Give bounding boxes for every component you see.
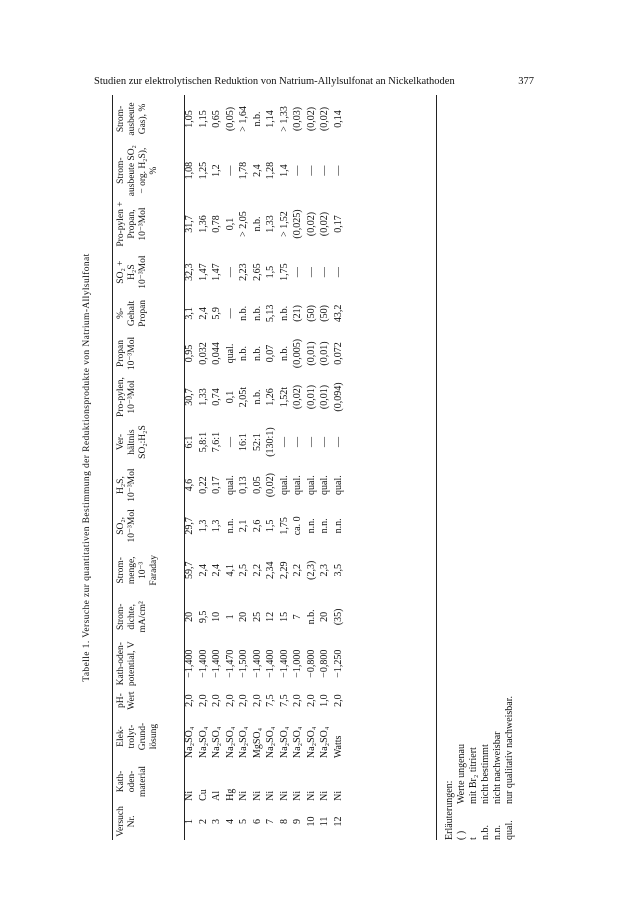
table-cell: 1,78 — [238, 161, 249, 180]
table-cell: Ni — [265, 790, 276, 801]
table-cell: > 2,05 — [238, 211, 249, 237]
table-cell: 1,26 — [265, 388, 276, 406]
table-row — [291, 95, 305, 840]
table-cell: 1,5 — [265, 519, 276, 533]
note-item — [492, 696, 504, 840]
table-cell: 43,2 — [332, 304, 344, 323]
table-cell: 20 — [184, 611, 195, 622]
table-cell: 2,6 — [251, 519, 263, 533]
table-cell: Watts — [332, 735, 344, 759]
table-cell: 1,47 — [197, 263, 209, 281]
table-row — [210, 95, 224, 840]
note-item — [504, 696, 516, 840]
table-body — [183, 95, 345, 840]
table-cell: (0,02) — [265, 473, 276, 498]
table-cell: ca. 0 — [292, 516, 303, 536]
table-cell: (0,094) — [332, 382, 344, 412]
note-text: nicht bestimmt — [480, 744, 491, 804]
table-cell: Na₂SO₄ — [211, 726, 222, 759]
table-cell: 1 — [224, 614, 236, 620]
table-cell: qual. — [319, 475, 330, 495]
table-cell: — — [278, 437, 290, 448]
table-cell: Ni — [184, 790, 195, 801]
table-cell: — — [292, 267, 303, 278]
table-row — [264, 95, 278, 840]
table-cell: (0,01) — [305, 341, 317, 366]
column-header: Strom-dichte, mA/cm² — [116, 601, 148, 633]
table-cell: > 1,52 — [278, 211, 290, 237]
table-cell: (0,01) — [305, 384, 317, 410]
table-cell: 9,5 — [197, 610, 209, 624]
table-cell: 0,07 — [265, 344, 276, 363]
table-cell: 2,0 — [251, 694, 263, 707]
table-cell: 0,044 — [211, 342, 222, 365]
table-cell: qual. — [292, 475, 303, 495]
table-cell: −1,400 — [211, 649, 222, 678]
table-cell: 1,36 — [197, 215, 209, 233]
table-cell: 2,0 — [197, 694, 209, 707]
table-cell: Hg — [224, 788, 236, 801]
table-cell: 32,3 — [184, 263, 195, 281]
table-cell: 0,17 — [332, 215, 344, 233]
table-cell: 10 — [305, 816, 317, 827]
table-cell: 0,65 — [211, 110, 222, 128]
note-key: t — [468, 837, 479, 840]
table-cell: 6 — [251, 818, 263, 824]
note-item — [468, 696, 480, 840]
table-cell: 1,4 — [278, 164, 290, 177]
table-cell: 1,52t — [278, 386, 290, 408]
table-cell: 2,0 — [332, 694, 344, 707]
table-cell: (0,01) — [319, 341, 330, 366]
table-cell: — — [305, 267, 317, 278]
table-cell: n.n. — [319, 518, 330, 534]
table-row — [251, 95, 265, 840]
table-cell: (0,05) — [224, 106, 236, 132]
table-cell: Cu — [197, 789, 209, 801]
table-cell: qual. — [332, 475, 344, 495]
table-cell: 0,05 — [251, 476, 263, 494]
table-cell: — — [224, 267, 236, 278]
table-cell: — — [224, 165, 236, 176]
table-cell: 2,0 — [184, 694, 195, 707]
table-cell: — — [332, 267, 344, 278]
table-cell: 29,7 — [184, 517, 195, 535]
table-cell: — — [319, 437, 330, 448]
table-cell: 1,5 — [265, 265, 276, 279]
table-cell: > 1,33 — [278, 106, 290, 132]
table-cell: 1,14 — [265, 110, 276, 128]
table-cell: 7 — [292, 614, 303, 620]
table-cell: n.n. — [332, 518, 344, 534]
table-row — [237, 95, 251, 840]
column-header: SO₂ + H₂S 10⁻³Mol — [116, 255, 148, 289]
table-cell: −1,400 — [197, 649, 209, 678]
table-cell: (21) — [292, 305, 303, 322]
notes-list — [456, 696, 516, 840]
table-cell: — — [332, 437, 344, 448]
note-text: mit Br₂ titriert — [468, 747, 479, 804]
table-cell: 1,08 — [184, 161, 195, 180]
table-cell: 1,25 — [197, 161, 209, 180]
table-cell: 5,9 — [211, 307, 222, 320]
table-cell: n.b. — [305, 609, 317, 625]
table-cell: 7,6:1 — [211, 431, 222, 453]
table-cell: n.b. — [238, 305, 249, 321]
page-number: 377 — [518, 76, 534, 87]
column-header: Strom-ausbeute Gas), % — [116, 102, 148, 136]
table-cell: 3,1 — [184, 307, 195, 320]
table-cell: 59,7 — [184, 561, 195, 580]
table-row — [332, 95, 346, 840]
table-cell: — — [224, 437, 236, 448]
table-row — [183, 95, 197, 840]
column-header: SO₂, 10⁻³Mol — [116, 509, 137, 543]
table-cell: 2,4 — [251, 164, 263, 177]
table-cell: 0,14 — [332, 110, 344, 128]
table-row — [278, 95, 292, 840]
table-cell: MgSO₄ — [251, 727, 263, 759]
note-text: nicht nachweisbar — [492, 731, 503, 804]
table-cell: Na₂SO₄ — [184, 726, 195, 759]
table-cell: — — [319, 267, 330, 278]
table-cell: 1,75 — [278, 263, 290, 281]
table-cell: 1,47 — [211, 263, 222, 281]
table-cell: — — [292, 165, 303, 176]
table-cell: Na₂SO₄ — [265, 726, 276, 759]
table-cell: 3,5 — [332, 564, 344, 577]
table-cell: 4,1 — [224, 564, 236, 577]
table-cell: (0,01) — [319, 384, 330, 410]
column-header: Strom-menge, 10⁻³ Faraday — [116, 554, 159, 586]
table-cell: Na₂SO₄ — [305, 726, 317, 759]
table-cell: −1,400 — [251, 649, 263, 678]
table-cell: 2,65 — [251, 263, 263, 281]
table-cell: n.n. — [224, 518, 236, 534]
table-cell: Al — [211, 790, 222, 801]
table-cell: 0,78 — [211, 215, 222, 233]
table-cell: Na₂SO₄ — [292, 726, 303, 759]
table-row — [305, 95, 319, 840]
column-header: Elek-trolyt-Grund-lösung — [116, 722, 159, 751]
table-top-rule — [112, 95, 113, 840]
table-cell: 1,15 — [197, 110, 209, 128]
table-cell: −1,400 — [265, 649, 276, 678]
note-text: Werte ungenau — [456, 744, 467, 804]
table-cell: Na₂SO₄ — [224, 726, 236, 759]
table-cell: Na₂SO₄ — [278, 726, 290, 759]
table-cell: — — [292, 437, 303, 448]
table-cell: 1,33 — [197, 388, 209, 406]
table-cell: — — [305, 437, 317, 448]
table-cell: qual. — [224, 343, 236, 364]
table-cell: — — [332, 165, 344, 176]
table-cell: 7 — [265, 818, 276, 824]
table-cell: Ni — [305, 790, 317, 801]
table-cell: 20 — [238, 611, 249, 622]
table-cell: −0,800 — [305, 649, 317, 678]
table-row — [318, 95, 332, 840]
table-cell: −1,000 — [292, 649, 303, 678]
column-header: Kath-oden-potential, V — [116, 641, 137, 687]
table-cell: 10 — [211, 611, 222, 622]
table-cell: (0,005) — [292, 338, 303, 369]
table-cell: (50) — [319, 305, 330, 322]
table-cell: (0,02) — [305, 106, 317, 132]
table-cell: 8 — [278, 818, 290, 824]
table-cell: 2,34 — [265, 561, 276, 580]
column-header: Kath-oden-material — [116, 765, 148, 798]
table-cell: 1,33 — [265, 215, 276, 233]
column-header: Pro-pylen, 10⁻³Mol — [116, 377, 137, 417]
note-key: n.n. — [492, 825, 503, 840]
table-cell: n.n. — [305, 518, 317, 534]
table-cell: 2,4 — [197, 307, 209, 320]
table-cell: Ni — [238, 790, 249, 801]
table-cell: 1,75 — [278, 517, 290, 535]
table-cell: 1 — [184, 818, 195, 824]
table-notes — [444, 696, 516, 840]
table-cell: 3 — [211, 818, 222, 824]
table-cell: qual. — [224, 475, 236, 495]
table-cell: 0,1 — [224, 217, 236, 231]
table-row — [224, 95, 238, 840]
results-table — [116, 95, 345, 840]
table-cell: n.b. — [251, 346, 263, 362]
note-text: nur qualitativ nachweisbar. — [504, 695, 515, 804]
table-cell: n.b. — [238, 346, 249, 362]
table-cell: 0,032 — [197, 342, 209, 365]
table-cell: n.b. — [251, 111, 263, 127]
table-header-rule — [184, 95, 185, 840]
table-cell: Ni — [332, 790, 344, 801]
table-header-row — [116, 95, 183, 840]
column-header: Versuch Nr. — [116, 806, 137, 837]
table-cell: 6:1 — [184, 435, 195, 449]
table-cell: 9 — [292, 818, 303, 824]
table-cell: 1,3 — [197, 519, 209, 533]
table-cell: 0,22 — [197, 476, 209, 494]
table-cell: 7,5 — [278, 694, 290, 707]
table-cell: 2,0 — [238, 694, 249, 707]
table-cell: 0,17 — [211, 476, 222, 494]
table-cell: n.b. — [278, 305, 290, 321]
table-cell: Ni — [319, 790, 330, 801]
table-cell: 4 — [224, 818, 236, 824]
column-header: Strom-ausbeute SO₂ − org. H₂S), % — [116, 145, 159, 197]
table-cell: 20 — [319, 611, 330, 622]
table-cell: −1,400 — [184, 649, 195, 678]
table-cell: 2,0 — [305, 694, 317, 707]
table-cell: 2,23 — [238, 263, 249, 281]
table-cell: Ni — [292, 790, 303, 801]
table-cell: Na₂SO₄ — [197, 726, 209, 759]
table-cell: 2,1 — [238, 519, 249, 533]
table-caption: Tabelle 1. Versuche zur quantitativen Bestimmung der Reduktionsprodukte von Natrium-Allylsulfonat — [82, 253, 92, 682]
table-cell: Na₂SO₄ — [319, 726, 330, 759]
table-bottom-rule — [436, 95, 437, 840]
table-cell: 16:1 — [238, 433, 249, 451]
table-cell: 2,0 — [224, 694, 236, 707]
table-cell: 2,3 — [319, 564, 330, 577]
table-cell: 2,29 — [278, 561, 290, 580]
table-cell: 31,7 — [184, 215, 195, 233]
table-cell: — — [305, 165, 317, 176]
table-cell: (130:1) — [265, 427, 276, 457]
table-cell: 12 — [332, 816, 344, 827]
table-cell: 15 — [278, 611, 290, 622]
table-cell: −1,400 — [278, 649, 290, 678]
note-key: qual. — [504, 820, 515, 840]
table-cell: (0,02) — [319, 106, 330, 132]
table-cell: qual. — [305, 475, 317, 495]
table-cell: 5 — [238, 818, 249, 824]
table-cell: > 1,64 — [238, 106, 249, 132]
table-cell: 1,3 — [211, 519, 222, 533]
table-cell: 1,2 — [211, 164, 222, 177]
column-header: %-Gehalt Propan — [116, 299, 148, 327]
table-cell: Na₂SO₄ — [238, 726, 249, 759]
table-cell: 2,4 — [211, 564, 222, 577]
table-cell: 2,2 — [292, 564, 303, 577]
table-cell: 2,5 — [238, 564, 249, 577]
table-cell: 7,5 — [265, 694, 276, 707]
note-item — [456, 696, 468, 840]
table-cell: −1,470 — [224, 649, 236, 678]
table-cell: 30,7 — [184, 388, 195, 406]
table-cell: (0,02) — [319, 211, 330, 237]
table-cell: 25 — [251, 611, 263, 622]
table-row — [197, 95, 211, 840]
table-cell: n.b. — [251, 216, 263, 232]
table-cell: 5,8:1 — [197, 431, 209, 453]
table-cell: (0,025) — [292, 209, 303, 239]
rotated-table-block — [82, 95, 542, 840]
table-cell: (50) — [305, 305, 317, 322]
table-cell: n.b. — [251, 389, 263, 405]
table-cell: 5,13 — [265, 304, 276, 323]
note-item — [480, 696, 492, 840]
table-cell: (0,03) — [292, 106, 303, 132]
table-cell: (2,3) — [305, 560, 317, 580]
table-cell: (35) — [332, 608, 344, 626]
notes-title: Erläuterungen: — [444, 780, 455, 840]
table-cell: 2,0 — [211, 694, 222, 707]
table-cell: 12 — [265, 611, 276, 622]
table-cell: n.b. — [251, 305, 263, 321]
column-header: Pro-pylen + Propan, 10⁻³Mol — [116, 201, 148, 247]
column-header: Ver-hältnis SO₂:H₂S — [116, 425, 148, 459]
column-header: pH-Wert — [116, 691, 137, 710]
table-cell: −1,250 — [332, 649, 344, 678]
table-cell: Ni — [278, 790, 290, 801]
table-cell: 2,05t — [238, 386, 249, 408]
table-cell: 2,0 — [292, 694, 303, 707]
table-cell: — — [319, 165, 330, 176]
table-cell: (0,02) — [305, 211, 317, 237]
table-cell: 0,072 — [332, 342, 344, 365]
table-cell: 11 — [319, 816, 330, 827]
table-cell: 1,05 — [184, 110, 195, 128]
table-cell: qual. — [278, 475, 290, 495]
table-cell: −0,800 — [319, 649, 330, 678]
table-cell: 0,95 — [184, 344, 195, 363]
table-cell: 2,2 — [251, 564, 263, 577]
table-cell: 2 — [197, 818, 209, 824]
running-title: Studien zur elektrolytischen Reduktion von Natrium-Allylsulfonat an Nickelkathoden — [94, 76, 455, 87]
table-cell: — — [224, 308, 236, 319]
table-cell: 0,13 — [238, 476, 249, 494]
table-cell: 4,6 — [184, 478, 195, 492]
table-cell: 0,1 — [224, 390, 236, 404]
table-cell: 2,4 — [197, 564, 209, 577]
table-cell: n.b. — [278, 346, 290, 362]
table-cell: 0,74 — [211, 388, 222, 406]
table-cell: 1,28 — [265, 161, 276, 180]
table-cell: Ni — [251, 790, 263, 801]
table-cell: 52:1 — [251, 433, 263, 451]
note-key: n.b. — [480, 825, 491, 840]
table-cell: 1,0 — [319, 694, 330, 707]
note-key: ( ) — [456, 830, 467, 840]
table-cell: (0,02) — [292, 384, 303, 410]
column-header: H₂S, 10⁻³Mol — [116, 468, 137, 502]
table-cell: −1,500 — [238, 649, 249, 678]
column-header: Propan 10⁻³Mol — [116, 336, 137, 371]
